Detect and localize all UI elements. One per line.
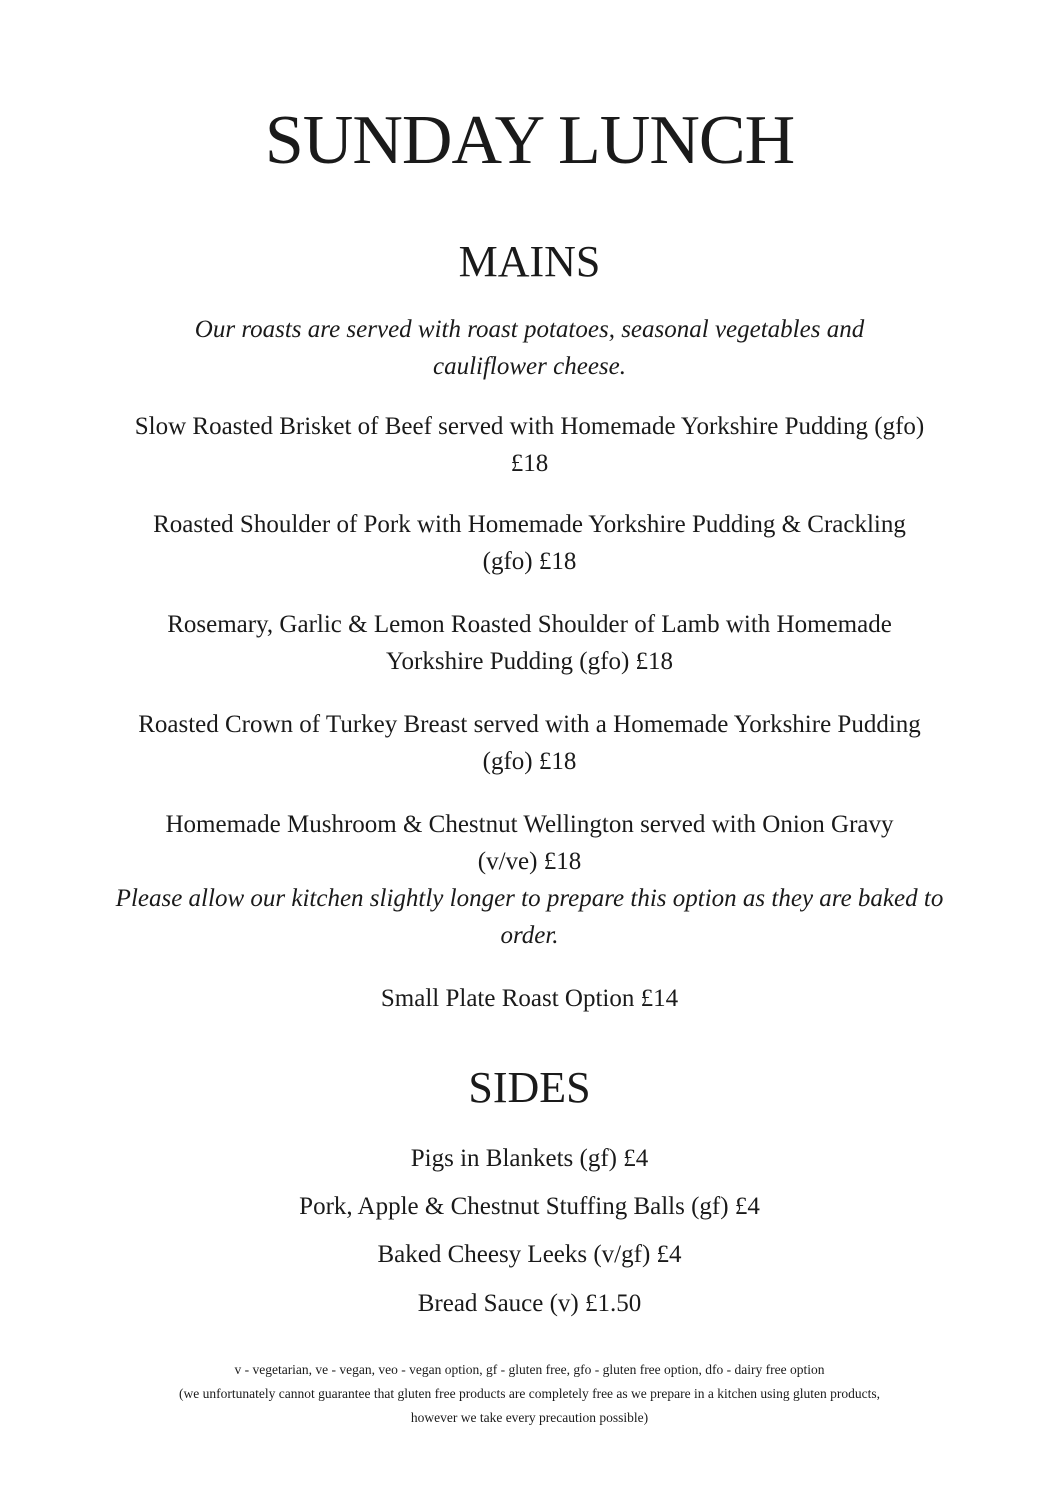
page-title: SUNDAY LUNCH (264, 102, 795, 179)
menu-item-line: Small Plate Roast Option £14 (380, 985, 679, 1012)
menu-item-price: £18 (510, 450, 549, 477)
side-item (90, 1140, 969, 1177)
side-item-line: Bread Sauce (v) £1.50 (417, 1290, 642, 1317)
menu-item-small-plate (90, 980, 969, 1017)
menu-item-lamb (90, 606, 969, 680)
menu-item-pork (90, 506, 969, 580)
footnote-line: v - vegetarian, ve - vegan, veo - vegan option, gf - gluten free, gfo - gluten free option, dfo - dairy free option (234, 1362, 825, 1377)
menu-item-price: Yorkshire Pudding (gfo) £18 (385, 648, 674, 675)
menu-item-note: Please allow our kitchen slightly longer to prepare this option as they are baked to (115, 885, 944, 912)
menu-item-turkey (90, 706, 969, 780)
menu-item-line: Roasted Shoulder of Pork with Homemade Yorkshire Pudding & Crackling (153, 511, 906, 538)
menu-item-note: order. (500, 922, 559, 949)
side-item-line: Pigs in Blankets (gf) £4 (410, 1145, 649, 1172)
side-item-line: Pork, Apple & Chestnut Stuffing Balls (gf) £4 (299, 1193, 760, 1220)
menu-item-line: Homemade Mushroom & Chestnut Wellington served with Onion Gravy (165, 811, 894, 838)
menu-item-price: (gfo) £18 (482, 548, 577, 575)
mains-heading: MAINS (458, 237, 601, 286)
side-item-line: Baked Cheesy Leeks (v/gf) £4 (377, 1241, 682, 1268)
footnote-line: however we take every precaution possible) (410, 1410, 649, 1425)
sides-heading: SIDES (468, 1063, 591, 1112)
side-item (90, 1188, 969, 1225)
menu-item-line: Slow Roasted Brisket of Beef served with Homemade Yorkshire Pudding (gfo) (134, 413, 925, 440)
footnote-line: (we unfortunately cannot guarantee that gluten free products are completely free as we prepare in a kitchen using gluten products, (179, 1386, 880, 1401)
mains-intro-line: Our roasts are served with roast potatoes, seasonal vegetables and (194, 316, 865, 343)
side-item (90, 1285, 969, 1322)
menu-item-price: (gfo) £18 (482, 748, 577, 775)
mains-intro-line: cauliflower cheese. (433, 353, 626, 380)
side-item (90, 1236, 969, 1273)
menu-item-beef (90, 408, 969, 482)
dietary-footnote (60, 1358, 999, 1430)
menu-item-line: Roasted Crown of Turkey Breast served with a Homemade Yorkshire Pudding (138, 711, 921, 738)
menu-item-line: Rosemary, Garlic & Lemon Roasted Shoulder of Lamb with Homemade (167, 611, 892, 638)
menu-item-wellington (90, 806, 969, 954)
mains-intro (90, 311, 969, 385)
menu-item-price: (v/ve) £18 (477, 848, 582, 875)
